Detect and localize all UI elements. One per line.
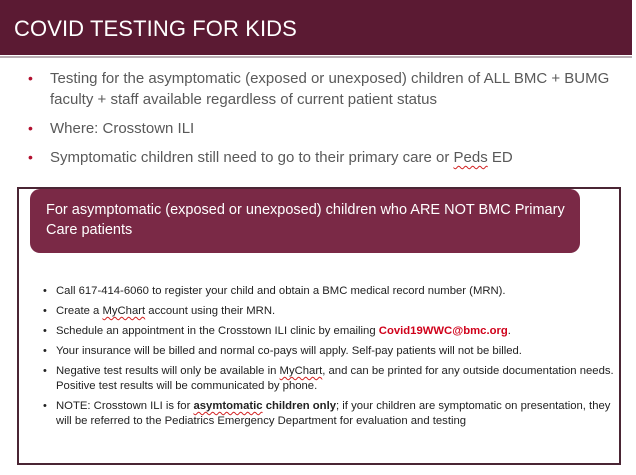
- step-text: Create a: [56, 305, 103, 317]
- instructions-box-title: For asymptomatic (exposed or unexposed) children who ARE NOT BMC Primary Care patients: [46, 202, 565, 238]
- bullet-testing-eligibility: [24, 68, 620, 110]
- bullet-dot-icon: •: [28, 70, 33, 86]
- step-text: account using their MRN.: [145, 305, 276, 317]
- bullet-dot-icon: •: [28, 149, 33, 165]
- mychart-text: MyChart: [102, 305, 146, 317]
- step-text: Schedule an appointment in the Crosstown ILI clinic by emailing: [56, 325, 379, 337]
- bullet-text-peds: Peds: [453, 149, 488, 166]
- bullet-text: ED: [487, 149, 513, 166]
- page-title: COVID TESTING FOR KIDS: [14, 16, 297, 41]
- email-link[interactable]: Covid19WWC@bmc.org: [378, 325, 508, 337]
- step-text: Call 617-414-6060 to register your child and obtain a BMC medical record number (MRN).: [56, 285, 506, 297]
- step-text: .: [507, 325, 511, 337]
- bullet-text: Where: Crosstown ILI: [50, 120, 195, 137]
- step-text: Negative test results will only be available in: [56, 365, 280, 377]
- step-insurance: [40, 344, 620, 359]
- info-bullet-list: [24, 68, 620, 176]
- bullet-text: Testing for the asymptomatic (exposed or unexposed) children of ALL BMC + BUMG faculty + staff available regardless of current patient status: [50, 70, 610, 108]
- instruction-steps-list: [40, 284, 620, 434]
- step-text: ; if your children are symptomatic on presentation, they will be referred to the Pediatrics Emergency Department for evaluation and testing: [56, 400, 611, 427]
- bullet-text: Symptomatic children still need to go to their primary care or: [50, 149, 454, 166]
- title-banner: [0, 0, 632, 55]
- step-create-mychart: [40, 304, 620, 319]
- bullet-symptomatic-note: [24, 147, 620, 168]
- step-call-register: [40, 284, 620, 299]
- bullet-location: [24, 118, 620, 139]
- step-bullet-icon: •: [43, 325, 47, 337]
- mychart-text: MyChart: [279, 365, 323, 377]
- step-test-results: [40, 364, 620, 394]
- asymptomatic-text: asymtomatic: [193, 400, 263, 412]
- step-bullet-icon: •: [43, 305, 47, 317]
- step-text: , and can be printed for any outside documentation needs. Positive test results will be communicated by phone.: [56, 365, 614, 392]
- step-bullet-icon: •: [43, 285, 47, 297]
- bullet-dot-icon: •: [28, 120, 33, 136]
- instructions-box-header: [30, 189, 580, 253]
- step-bullet-icon: •: [43, 345, 47, 357]
- step-note: [40, 399, 620, 429]
- step-bullet-icon: •: [43, 400, 47, 412]
- step-text: NOTE: Crosstown ILI is for: [56, 400, 194, 412]
- step-bullet-icon: •: [43, 365, 47, 377]
- step-schedule-appointment: [40, 324, 620, 339]
- step-text: Your insurance will be billed and normal co-pays will apply. Self-pay patients will not be billed.: [56, 345, 522, 357]
- title-divider: [0, 56, 632, 58]
- children-only-text: children only: [262, 400, 337, 412]
